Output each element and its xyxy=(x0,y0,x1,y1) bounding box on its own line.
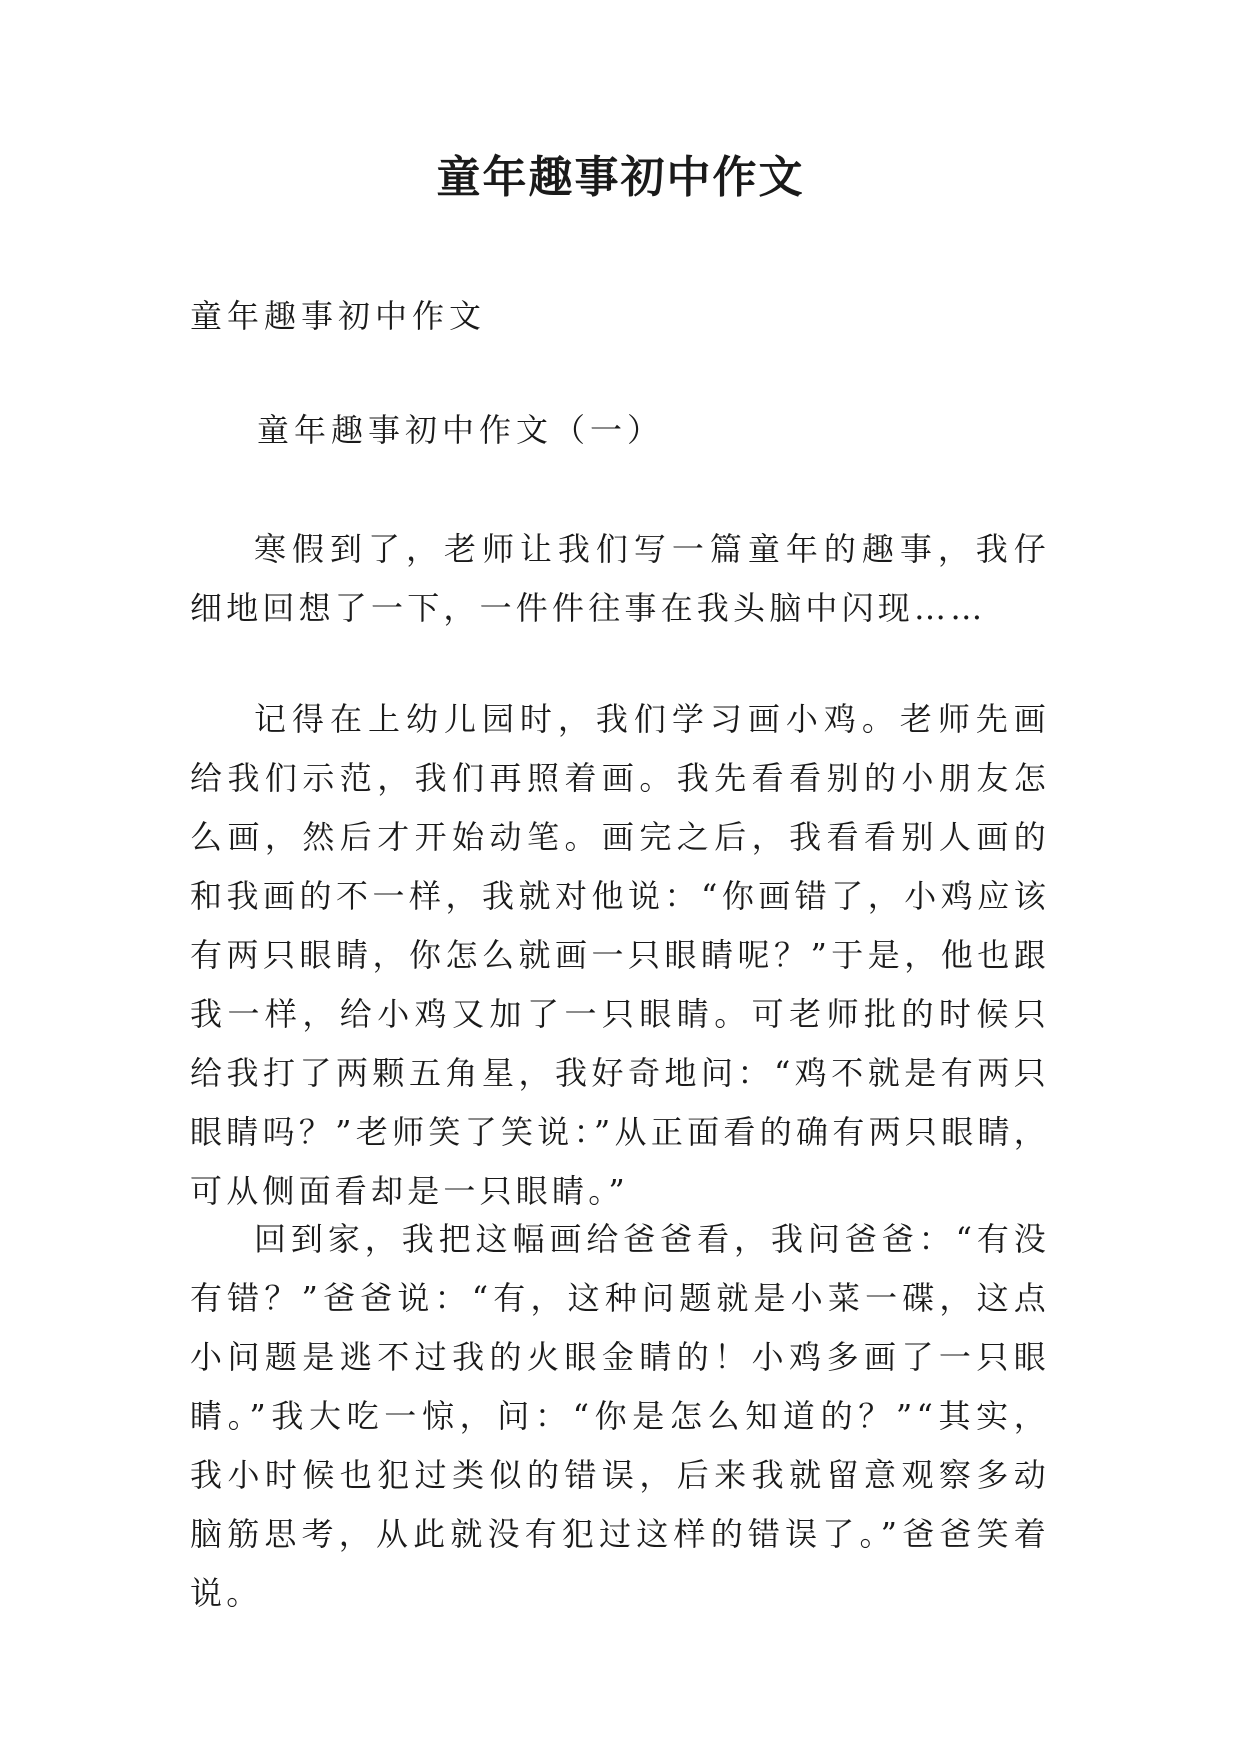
document-title: 童年趣事初中作文 xyxy=(436,152,805,203)
paragraph-1: 寒假到了，老师让我们写一篇童年的趣事，我仔细地回想了一下，一件件往事在我头脑中闪现…… xyxy=(190,530,1050,627)
paragraph-2: 记得在上幼儿园时，我们学习画小鸡。老师先画给我们示范，我们再照着画。我先看看别的小朋友怎么画，然后才开始动笔。画完之后，我看看别人画的和我画的不一样，我就对他说：“你画错了，小鸡应该有两只眼睛，你怎么就画一只眼睛呢？”于是，他也跟我一样，给小鸡又加了一只眼睛。可老师批的时候只给我打了两颗五角星，我好奇地问：“鸡不就是有两只眼睛吗？”老师笑了笑说：”从正面看的确有两只眼睛，可从侧面看却是一只眼睛。” xyxy=(190,700,1050,1210)
document-subtitle: 童年趣事初中作文 xyxy=(190,297,487,335)
section-heading: 童年趣事初中作文（一） xyxy=(257,411,665,449)
paragraph-3: 回到家，我把这幅画给爸爸看，我问爸爸：“有没有错？”爸爸说：“有，这种问题就是小菜一碟，这点小问题是逃不过我的火眼金睛的！小鸡多画了一只眼睛。”我大吃一惊，问：“你是怎么知道的？”“其实，我小时候也犯过类似的错误，后来我就留意观察多动脑筋思考，从此就没有犯过这样的错误了。”爸爸笑着说。 xyxy=(190,1220,1050,1612)
